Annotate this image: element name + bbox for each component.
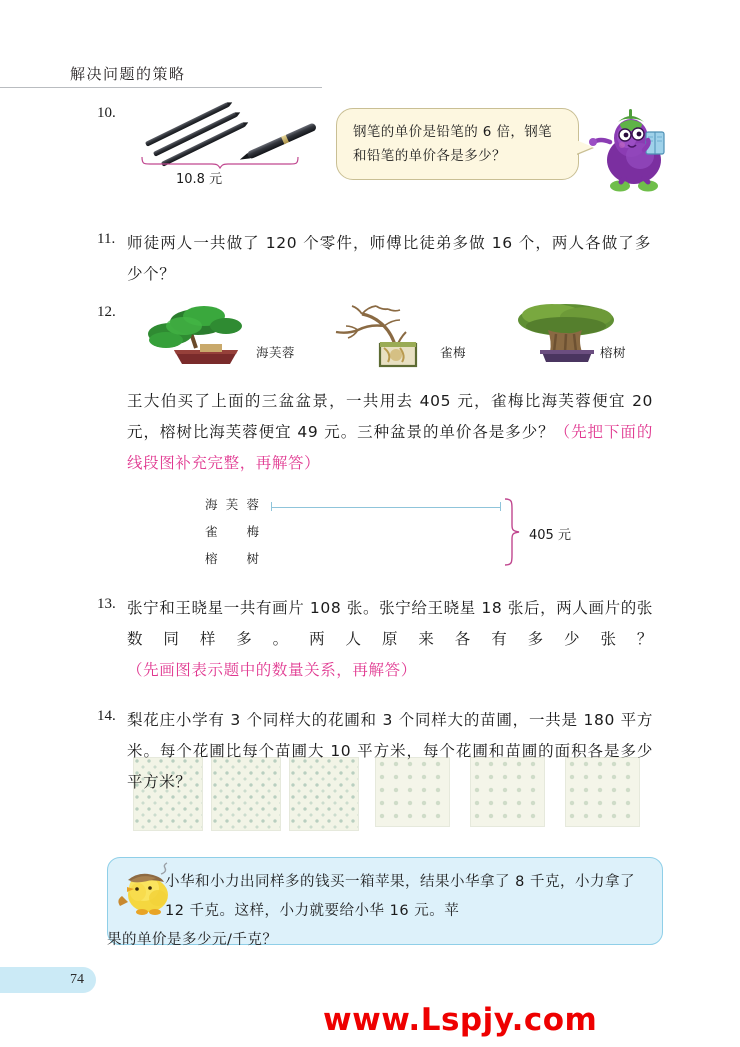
pencils-and-pen-illustration (140, 100, 340, 190)
problem-13-text (127, 593, 653, 686)
problem-13-number: 13. (97, 596, 116, 612)
think-line-2: 克，小力拿了 12 千克。这样，小力就要给小华 16 元。苹 (165, 874, 635, 919)
pen-cap (286, 122, 318, 142)
line-segment-diagram (205, 495, 585, 570)
speech-bubble-text: 钢笔的单价是铅笔的 6 倍，钢笔和铅笔的单价各是多少？ (353, 124, 553, 164)
segment-tick-start (271, 502, 272, 511)
bonsai-label-rongshu: 榕树 (600, 345, 627, 360)
problem-11-text: 师徒两人一共做了 120 个零件，师傅比徒弟多做 16 个，两人各做了多少个？ (127, 234, 651, 283)
problem-12-text-hint: （先把下面的线段图补充完整，再解答） (127, 423, 653, 472)
problem-13-text-plain: 张宁和王晓星一共有画片 108 张。张宁给王晓星 18 张后，两人画片的张数同样多。两人原来各有多少张？ (127, 599, 653, 648)
bonsai-image-haifurong (140, 300, 270, 368)
problem-12-text (127, 386, 653, 479)
problem-12-text-plain: 王大伯买了上面的三盆盆景，一共用去 405 元，雀梅比海芙蓉便宜 20 元，榕树比海芙蓉便宜 49 元。三种盆景的单价各是多少？ (127, 392, 653, 441)
segment-label-quemei: 雀 梅 (205, 524, 259, 539)
think-line-3: 果的单价是多少元/千克？ (107, 932, 278, 948)
bonsai-label-quemei: 雀梅 (440, 345, 467, 360)
page-header-title: 解决问题的策略 (70, 65, 186, 83)
speech-bubble (336, 108, 579, 180)
problem-11-number: 11. (97, 231, 116, 247)
pencils-total-price: 10.8 元 (176, 172, 223, 187)
problem-10-number: 10. (97, 105, 116, 121)
problem-14-text: 梨花庄小学有 3 个同样大的花圃和 3 个同样大的苗圃，一共是 180 平方米。每个花圃比每个苗圃大 10 平方米，每个花圃和苗圃的面积各是多少平方米？ (127, 711, 653, 791)
segment-label-rongshu: 榕 树 (205, 551, 259, 566)
page-number: 74 (70, 972, 84, 987)
header-divider (0, 87, 322, 88)
total-brace (501, 497, 523, 567)
segment-line-haifurong (271, 507, 501, 508)
price-brace (140, 155, 300, 169)
bonsai-image-quemei (322, 300, 452, 368)
diagram-total-price: 405 元 (529, 528, 571, 543)
problem-13-text-hint: （先画图表示题中的数量关系，再解答） (127, 661, 417, 679)
site-watermark: www.Lspjy.com (323, 1002, 598, 1038)
segment-label-haifurong: 海芙蓉 (205, 497, 259, 512)
eggplant-character-icon (584, 98, 680, 196)
problem-12-number: 12. (97, 304, 116, 320)
bonsai-label-haifurong: 海芙蓉 (256, 345, 296, 360)
think-line-1: 小华和小力出同样多的钱买一箱苹果，结果小华拿了 8 千 (165, 874, 545, 890)
think-box-text (107, 868, 651, 955)
problem-14-number: 14. (97, 708, 116, 724)
